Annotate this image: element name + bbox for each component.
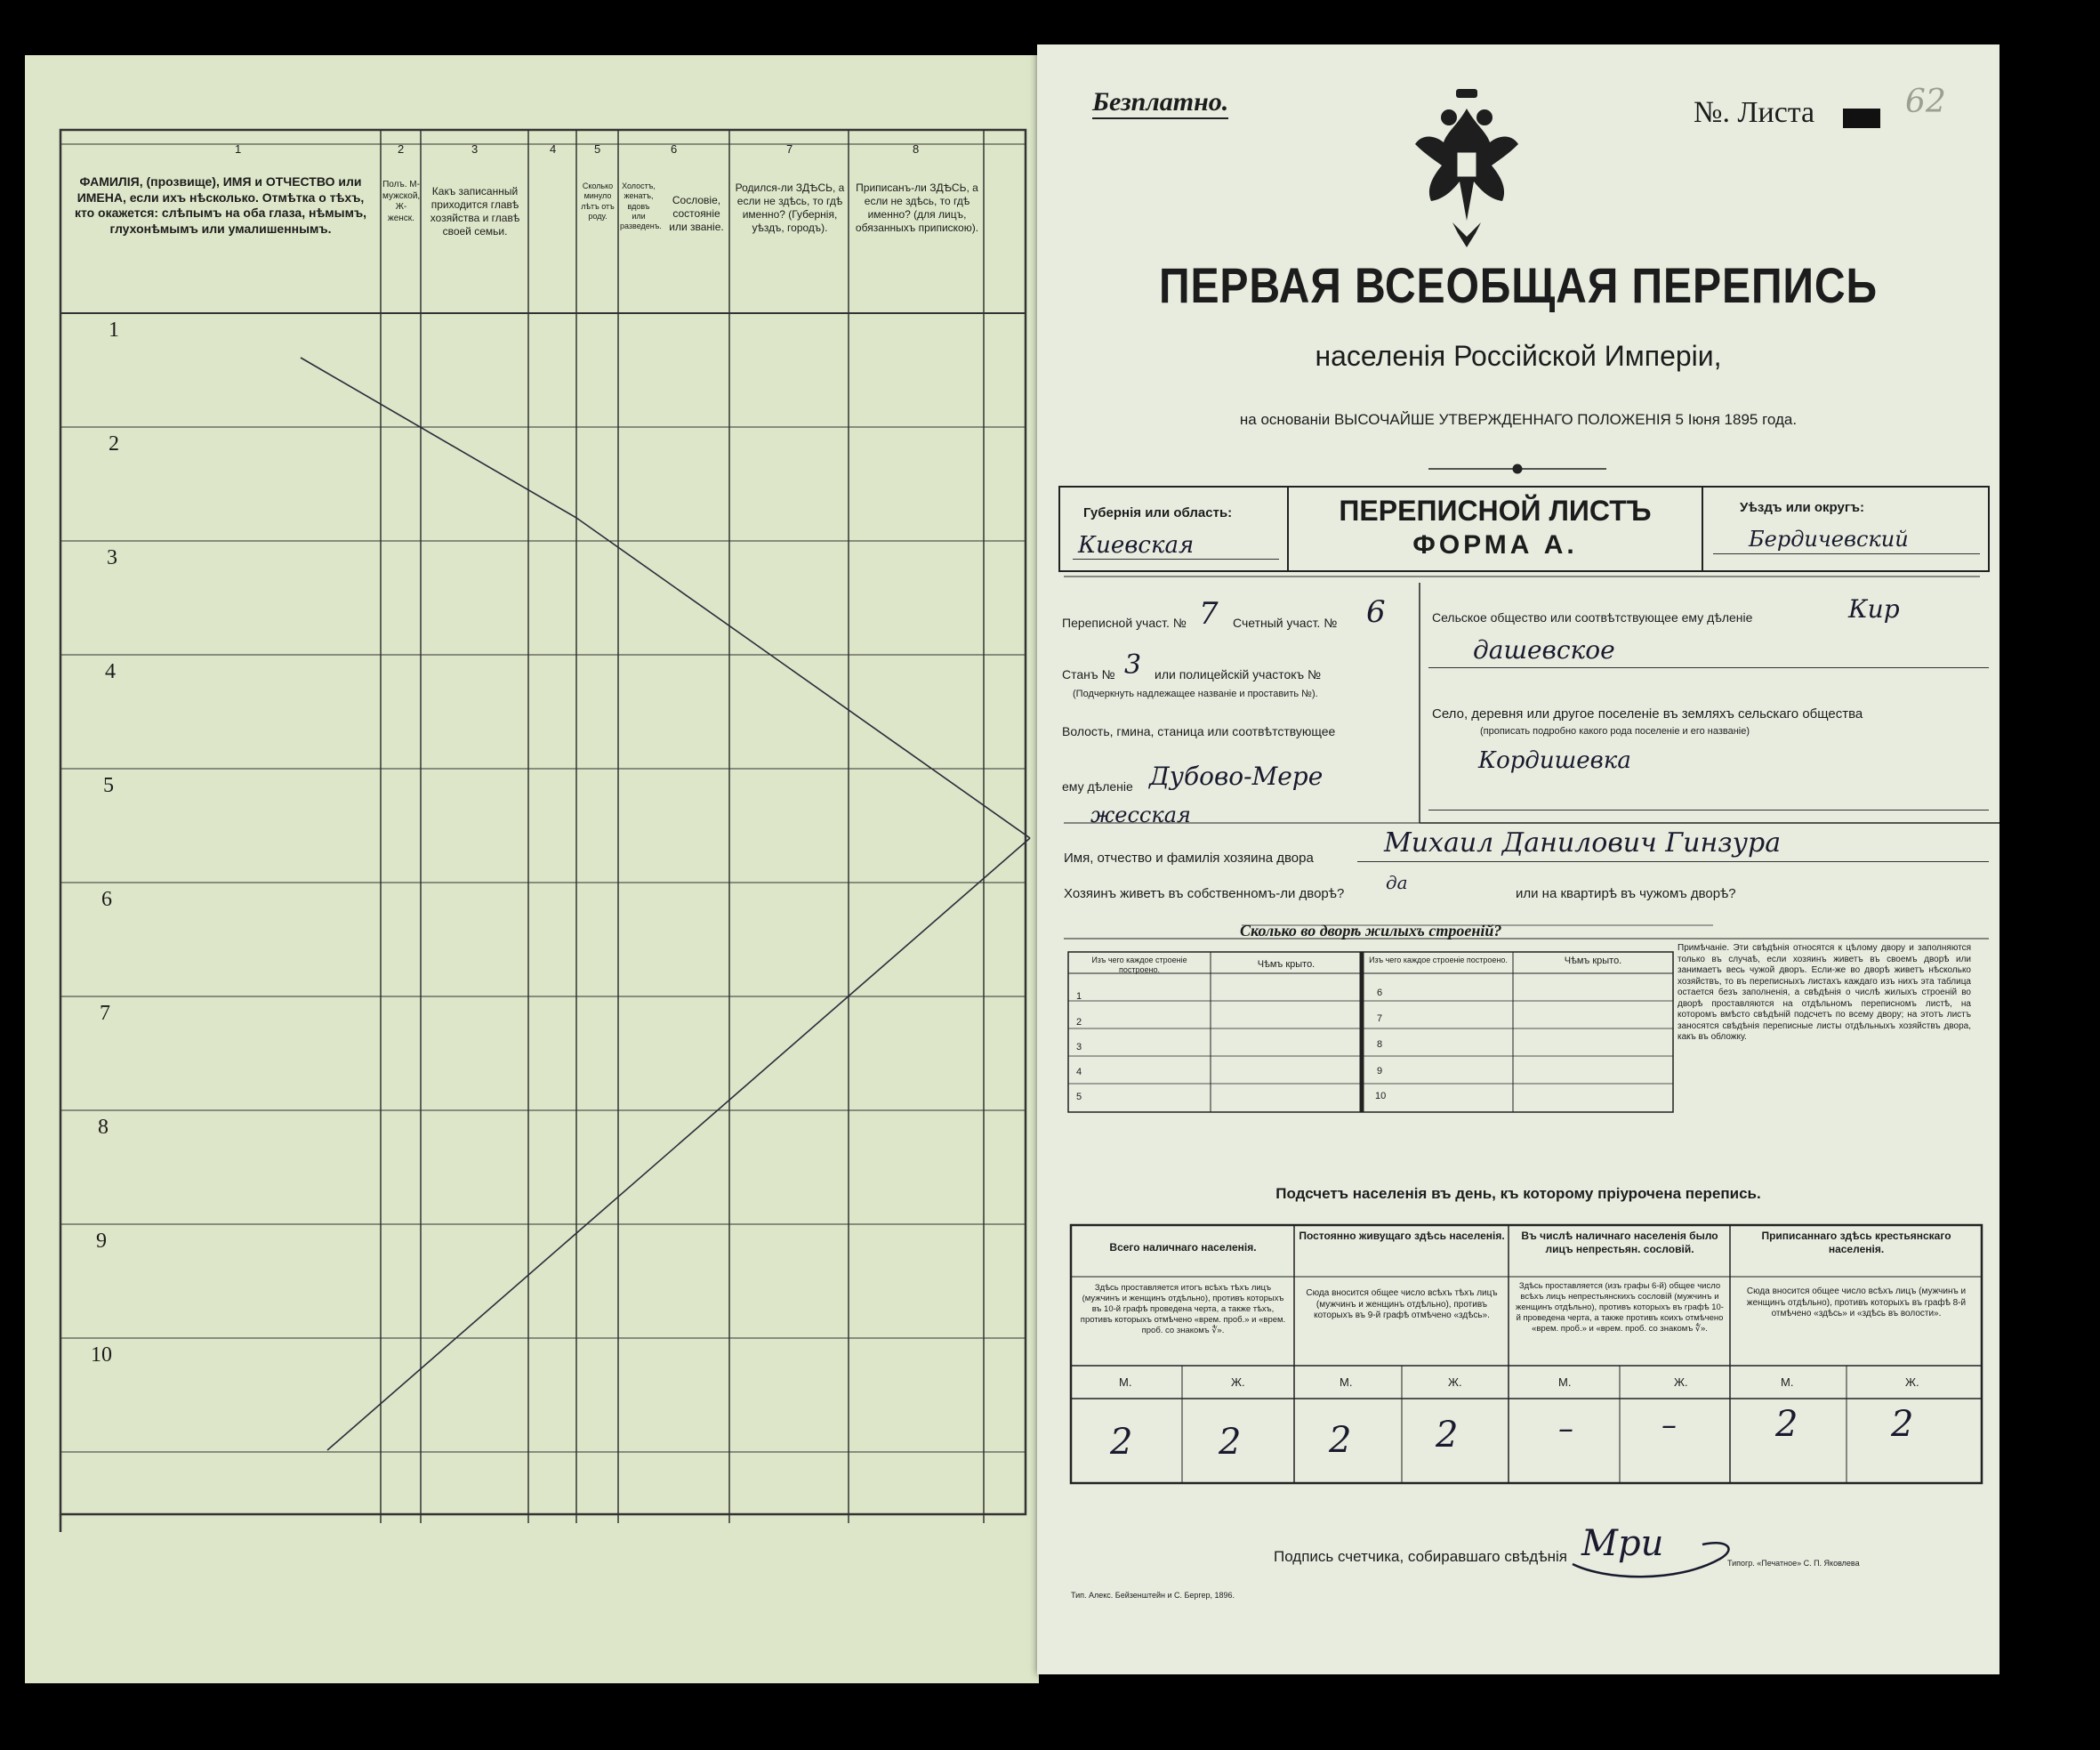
male-header: М. bbox=[1781, 1375, 1794, 1389]
col-number: 3 bbox=[471, 142, 479, 156]
society-label: Сельское общество или соотвѣтствующее ему дѣленіе bbox=[1432, 610, 1753, 625]
right-page bbox=[1037, 44, 1999, 1674]
col-number: 6 bbox=[671, 142, 678, 156]
count-title: Подсчетъ населенія въ день, къ которому пріурочена перепись. bbox=[1275, 1185, 1761, 1202]
gubernia-underline bbox=[1073, 559, 1279, 560]
left-page bbox=[25, 55, 1039, 1683]
sheet-no-label: №. Листа bbox=[1694, 96, 1815, 129]
legal-basis: на основаніи ВЫСОЧАЙШЕ УТВЕРЖДЕННАГО ПОЛОЖЕНІЯ 5 Іюня 1895 года. bbox=[1239, 411, 1798, 428]
building-row-num: 8 bbox=[1377, 1039, 1383, 1050]
building-row-num: 3 bbox=[1076, 1042, 1082, 1052]
printer-right: Типогр. «Печатное» С. П. Яковлева bbox=[1727, 1559, 1860, 1568]
col-number: 2 bbox=[398, 142, 405, 156]
count-value: – bbox=[1661, 1407, 1677, 1443]
stan-note: (Подчеркнуть надлежащее названіе и проставить №). bbox=[1073, 689, 1318, 699]
society-value: Кир bbox=[1848, 594, 1900, 624]
group-title: Въ числѣ наличнаго населенія было лицъ непрестьян. сословій. bbox=[1521, 1230, 1718, 1255]
group-title: Постоянно живущаго здѣсь населенія. bbox=[1299, 1230, 1505, 1242]
group-title: Приписаннаго здѣсь крестьянскаго населенія. bbox=[1761, 1230, 1951, 1255]
header-relation: Какъ записанный приходится главѣ хозяйства и главѣ своей семьи. bbox=[430, 185, 520, 238]
volost-label: Волость, гмина, станица или соотвѣтствующее bbox=[1062, 724, 1336, 738]
building-row-num: 6 bbox=[1377, 988, 1383, 998]
male-header: М. bbox=[1558, 1375, 1572, 1389]
count-value: 2 bbox=[1110, 1422, 1133, 1463]
row-number: 4 bbox=[105, 660, 116, 683]
uezd-underline bbox=[1713, 553, 1980, 554]
male-header: М. bbox=[1340, 1375, 1353, 1389]
left-grid bbox=[25, 55, 1039, 1683]
female-header: Ж. bbox=[1905, 1375, 1919, 1389]
buildings-col-b: Чѣмъ крыто. bbox=[1257, 959, 1316, 970]
count-value: 2 bbox=[1436, 1415, 1459, 1456]
female-header: Ж. bbox=[1448, 1375, 1462, 1389]
buildings-col-a-2: Изъ чего каждое строеніе построено. bbox=[1369, 956, 1508, 964]
stan-label: Станъ № bbox=[1062, 667, 1115, 681]
male-header: М. bbox=[1119, 1375, 1132, 1389]
building-row-num: 2 bbox=[1076, 1017, 1082, 1028]
village-note: (прописать подробно какого рода поселеніе и его названіе) bbox=[1480, 726, 1750, 737]
owner-label: Имя, отчество и фамилія хозяина двора bbox=[1064, 851, 1314, 866]
document-title: ПЕРВАЯ ВСЕОБЩАЯ ПЕРЕПИСЬ bbox=[1158, 257, 1879, 313]
header-registered: Приписанъ-ли ЗДѢСЬ, а если не здѣсь, то гдѣ именно? (для лицъ, обязанныхъ припискою). bbox=[855, 181, 979, 234]
row-number: 10 bbox=[91, 1343, 112, 1367]
header-age: Сколько минуло лѣтъ отъ роду. bbox=[581, 181, 615, 221]
village-label: Село, деревня или другое поселеніе въ земляхъ сельскаго общества bbox=[1432, 706, 1863, 722]
building-row-num: 9 bbox=[1377, 1066, 1383, 1077]
building-row-num: 4 bbox=[1076, 1067, 1082, 1077]
count-value: 2 bbox=[1891, 1404, 1914, 1445]
own-yard-label: Хозяинъ живетъ въ собственномъ-ли дворѣ? bbox=[1064, 886, 1345, 901]
count-value: – bbox=[1558, 1411, 1573, 1447]
row-number: 5 bbox=[103, 774, 114, 797]
form-name: ФОРМА А. bbox=[1412, 530, 1578, 560]
stan-value: 3 bbox=[1124, 649, 1142, 681]
buildings-col-b-2: Чѣмъ крыто. bbox=[1564, 956, 1622, 966]
group-desc: Сюда вносится общее число всѣхъ лицъ (мужчинъ и женщинъ отдѣльно), противъ которыхъ въ графѣ 8-й отмѣчено «здѣсь» и «здѣсь въ волости». bbox=[1746, 1286, 1967, 1319]
row-number: 9 bbox=[96, 1230, 107, 1253]
free-label: Безплатно. bbox=[1092, 87, 1228, 119]
header-marital: Холостъ, женатъ, вдовъ или разведенъ. bbox=[620, 181, 662, 230]
uezd-value: Бердичевский bbox=[1749, 527, 1909, 552]
building-row-num: 10 bbox=[1375, 1091, 1387, 1101]
building-row-num: 7 bbox=[1377, 1013, 1383, 1024]
row-number: 7 bbox=[100, 1002, 110, 1025]
header-name: ФАМИЛІЯ, (прозвище), ИМЯ и ОТЧЕСТВО или ИМЕНА, если ихъ нѣсколько. Отмѣтка о тѣхъ, кто окажется: слѣпымъ на оба глаза, нѣмымъ, глухонѣмымъ или умалишеннымъ. bbox=[74, 174, 367, 236]
society-underline bbox=[1428, 667, 1989, 668]
group-title: Всего наличнаго населенія. bbox=[1109, 1241, 1257, 1254]
col-number: 8 bbox=[913, 142, 920, 156]
count-value: 2 bbox=[1775, 1404, 1798, 1445]
own-yard-value: да bbox=[1386, 872, 1408, 893]
row-number: 8 bbox=[98, 1116, 109, 1139]
count-value: 2 bbox=[1219, 1422, 1242, 1463]
uezd-label: Уѣздъ или округъ: bbox=[1740, 500, 1865, 515]
counting-district-value: 6 bbox=[1366, 594, 1386, 630]
gubernia-value: Киевская bbox=[1078, 532, 1195, 559]
col-number: 5 bbox=[594, 142, 601, 156]
signature-flourish bbox=[1569, 1528, 1747, 1582]
owner-value: Михаил Данилович Гинзура bbox=[1384, 827, 1782, 859]
gubernia-label: Губернія или область: bbox=[1083, 505, 1233, 520]
volost-value-2: жесская bbox=[1090, 802, 1191, 827]
group-desc: Здѣсь проставляется итогъ всѣхъ тѣхъ лицъ (мужчинъ и женщинъ отдѣльно), противъ которыхъ въ 10-й графѣ проведена черта, а также тѣхъ, противъ которыхъ отмѣчено «врем. проб.» и «врем. проб. со знакомъ ∜». bbox=[1080, 1283, 1286, 1335]
count-value: 2 bbox=[1329, 1420, 1352, 1461]
note-text: Примѣчаніе. Эти свѣдѣнія относятся к цѣлому двору и заполняются только въ случаѣ, если хозяинъ живетъ въ своемъ дворѣ или занимаетъ весь чужой дворъ. Если-же во дворѣ живетъ нѣсколько хозяйствъ, то въ переписныхъ листахъ каждаго изъ нихъ эта таблица остается безъ заполненія, а свѣдѣнія о числѣ жилыхъ строеній во дворѣ проставляются на отдѣльномъ переписномъ листѣ, на которомъ вмѣсто свѣдѣній подсчетъ по всему двору; на этотъ листъ заносятся свѣдѣнія переписные листы отдѣльныхъ хозяйствъ двора, какъ въ обложку. bbox=[1678, 943, 1971, 1042]
row-number: 1 bbox=[109, 319, 119, 342]
census-district-value: 7 bbox=[1199, 596, 1219, 632]
row-number: 2 bbox=[109, 432, 119, 456]
form-title: ПЕРЕПИСНОЙ ЛИСТЪ bbox=[1339, 495, 1652, 527]
col-number: 4 bbox=[550, 142, 557, 156]
volost-value: Дубово-Мере bbox=[1149, 762, 1324, 791]
signature-label: Подпись счетчика, собиравшаго свѣдѣнія bbox=[1274, 1548, 1567, 1565]
document-subtitle: населенія Россійской Имперіи, bbox=[1315, 340, 1722, 372]
society-value-2: дашевское bbox=[1473, 635, 1615, 665]
buildings-label: Сколько во дворѣ жилыхъ строеній? bbox=[1240, 922, 1502, 940]
header-sex: Полъ. М-мужской, Ж-женск. bbox=[382, 180, 421, 223]
signature-value: Мри bbox=[1581, 1523, 1664, 1564]
building-row-num: 5 bbox=[1076, 1092, 1082, 1102]
header-birthplace: Родился-ли ЗДѢСЬ, а если не здѣсь, то гдѣ именно? (Губернія, уѣздъ, городъ). bbox=[735, 181, 845, 234]
row-number: 6 bbox=[101, 888, 112, 911]
col-number: 7 bbox=[786, 142, 793, 156]
col-number: 1 bbox=[235, 142, 242, 156]
printer-left: Тип. Алекс. Бейзенштейн и С. Бергер, 1896. bbox=[1071, 1591, 1235, 1600]
village-value: Кордишевка bbox=[1478, 747, 1631, 774]
female-header: Ж. bbox=[1674, 1375, 1688, 1389]
sheet-no-handwritten: 62 bbox=[1905, 84, 1946, 120]
counting-district-label: Счетный участ. № bbox=[1233, 616, 1338, 630]
group-desc: Сюда вносится общее число всѣхъ тѣхъ лицъ (мужчинъ и женщинъ отдѣльно), противъ которыхъ въ 9-й графѣ отмѣчено «здѣсь». bbox=[1306, 1288, 1498, 1320]
volost-label-2: ему дѣленіе bbox=[1062, 779, 1133, 794]
census-district-label: Переписной участ. № bbox=[1062, 616, 1187, 630]
female-header: Ж. bbox=[1231, 1375, 1245, 1389]
rent-label: или на квартирѣ въ чужомъ дворѣ? bbox=[1516, 886, 1736, 901]
police-label: или полицейскій участокъ № bbox=[1155, 667, 1322, 681]
group-desc: Здѣсь проставляется (изъ графы 6-й) общее число всѣхъ лицъ непрестьянскихъ сословій (мужчинъ и женщинъ отдѣльно), противъ которыхъ въ графѣ 10-й проведена черта, а также противъ коихъ отмѣчено «врем. проб.» и «врем. проб. со знакомъ ∜». bbox=[1516, 1281, 1724, 1334]
row-number: 3 bbox=[107, 546, 117, 569]
header-estate: Сословіе, состояніе или званіе. bbox=[669, 194, 724, 233]
owner-underline bbox=[1357, 861, 1989, 862]
buildings-col-a: Изъ чего каждое строеніе построено. bbox=[1091, 956, 1187, 975]
building-row-num: 1 bbox=[1076, 991, 1082, 1002]
